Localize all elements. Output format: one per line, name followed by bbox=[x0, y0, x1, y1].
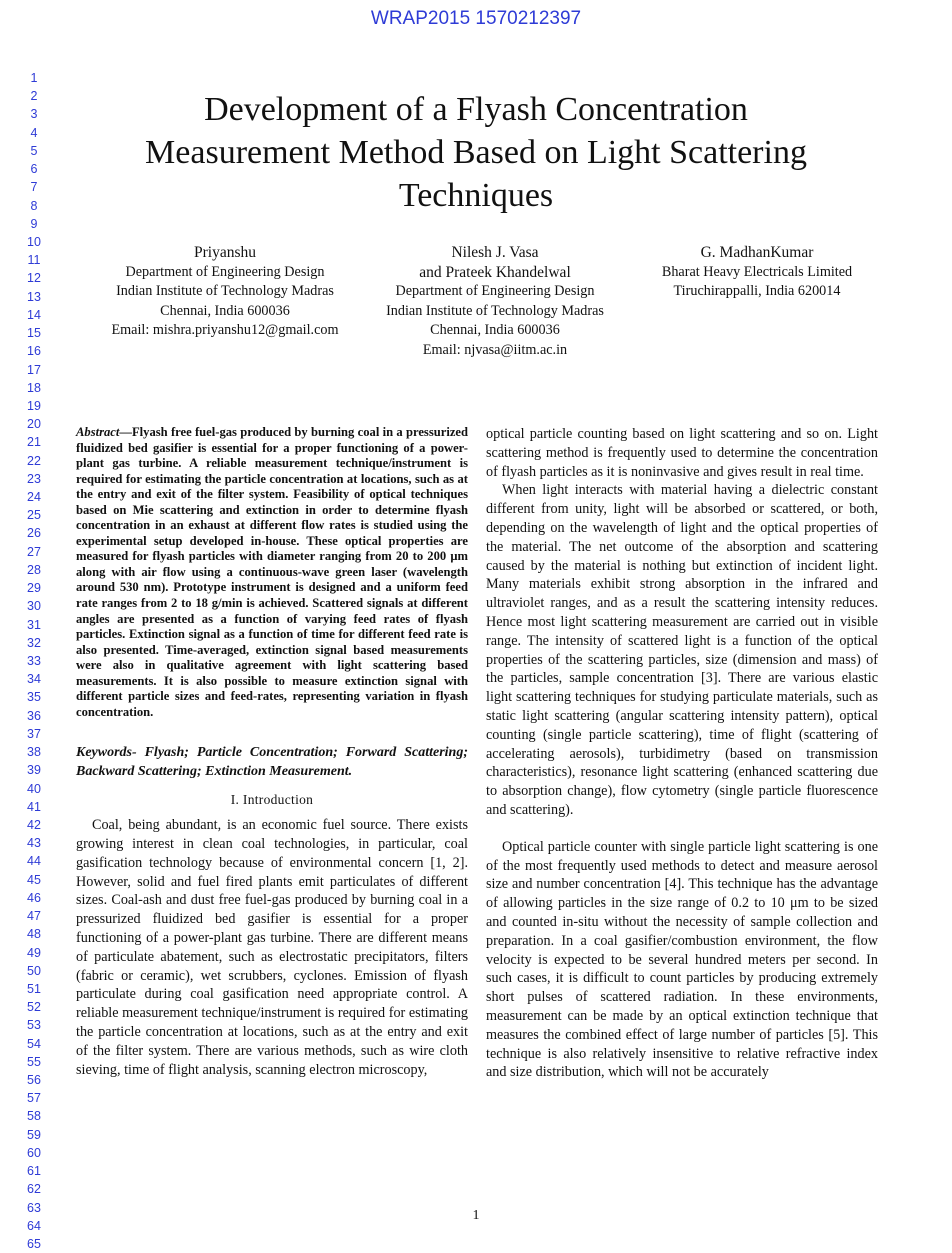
author-name: Priyanshu bbox=[194, 244, 256, 261]
line-number: 49 bbox=[27, 945, 41, 960]
author-name: G. MadhanKumar bbox=[700, 244, 814, 261]
author-affil: Indian Institute of Technology Madras bbox=[116, 283, 334, 299]
line-number: 12 bbox=[27, 271, 41, 286]
left-column bbox=[76, 425, 468, 1079]
line-number: 53 bbox=[27, 1018, 41, 1033]
keywords: Keywords- Flyash; Particle Concentration; Forward Scattering; Backward Scattering; Extinction Measurement. bbox=[76, 745, 468, 779]
abstract-label: Abstract bbox=[76, 425, 120, 439]
line-number: 28 bbox=[27, 562, 41, 577]
line-number: 11 bbox=[27, 253, 41, 268]
line-number: 13 bbox=[27, 289, 41, 304]
title-line: Techniques bbox=[398, 177, 554, 214]
author-name: Nilesh J. Vasa bbox=[451, 244, 539, 261]
line-number: 35 bbox=[27, 690, 41, 705]
line-number: 23 bbox=[27, 471, 41, 486]
author-block-3 bbox=[620, 243, 894, 302]
author-affil: Chennai, India 600036 bbox=[160, 302, 290, 319]
line-number: 18 bbox=[27, 380, 41, 395]
line-number: 64 bbox=[27, 1218, 41, 1233]
paper-title bbox=[60, 88, 892, 217]
line-number: 10 bbox=[27, 234, 41, 249]
line-number: 61 bbox=[27, 1164, 41, 1179]
line-number: 31 bbox=[27, 617, 41, 632]
watermark-id: WRAP2015 1570212397 bbox=[370, 8, 582, 29]
author-affil: Indian Institute of Technology Madras bbox=[386, 302, 604, 319]
line-number: 41 bbox=[27, 799, 41, 814]
author-email: Email: njvasa@iitm.ac.in bbox=[422, 341, 568, 358]
line-number: 8 bbox=[30, 198, 38, 213]
line-number: 5 bbox=[30, 143, 38, 158]
title-line: Measurement Method Based on Light Scattering bbox=[145, 134, 807, 171]
line-number: 52 bbox=[27, 1000, 41, 1015]
author-affil: Department of Engineering Design bbox=[395, 283, 595, 299]
line-number: 2 bbox=[30, 89, 38, 104]
line-number: 22 bbox=[27, 453, 41, 468]
line-number: 19 bbox=[27, 398, 41, 413]
line-number: 48 bbox=[27, 927, 41, 942]
line-number: 15 bbox=[27, 326, 41, 341]
line-number: 47 bbox=[27, 909, 41, 924]
author-affil: Chennai, India 600036 bbox=[430, 322, 560, 338]
body-paragraph: optical particle counting based on light scattering and so on. Light scattering method is frequently used to determine the concentration of flyash particles as it is noninvasive and gives result in real time. bbox=[486, 426, 878, 480]
body-paragraph: When light interacts with material having a dielectric constant different from unity, light will be absorbed or scattered, or both, depending on the wavelength of light and the optical properties of the material. The net outcome of the absorption and scattering caused by the material is nothing but extinction of incident light. Many materials exhibit strong absorption in the infrared and ultraviolet ranges, and as a result the scattering intensity reduces. Hence most light scattering measurement are carried out in visible range. The intensity of scattered light is a function of the optical properties of the scattering particles, size (dimension and mass) of the particles, sample concentration [3]. There are various elastic light scattering techniques for studying particulate materials, such as static light scattering (angular scattering intensity pattern), optical counting (single particle scattering), time of flight (scattering of accelerating aerosols), turbidimetry (based on transmission characteristics), resonance light scattering (enhanced scattering due to absorption change), flow cytometry (single particle fluorescence and scattering). bbox=[486, 482, 878, 818]
line-number: 6 bbox=[30, 162, 38, 177]
line-number: 42 bbox=[27, 817, 41, 832]
author-affil: Department of Engineering Design bbox=[125, 263, 325, 280]
intro-paragraph: Coal, being abundant, is an economic fuel source. There exists growing interest in clean coal technologies, in particular, coal gasification technology because of environmental concern [1, 2]. However, solid and fuel fired plants emit particulates of different sizes. Coal-ash and dust free fuel-gas produced by burning coal in a pressurized fluidized bed gasifier is essential for a proper functioning of a power-plant gas turbine. There are different means of particulate abatement, such as electrostatic precipitators, filters (fabric or ceramic), wet scrubbers, cyclones. Emission of flyash particulate during coal gasification need appropriate control. A reliable measurement technique/instrument is required for estimating the particle concentration at locations, such as at the entry and exit of the filter system. There are various methods, such as wire cloth sieving, time of flight analysis, scanning electron microscopy, bbox=[76, 817, 468, 1078]
line-number: 45 bbox=[27, 872, 41, 887]
line-number: 17 bbox=[27, 362, 41, 377]
author-block-2 bbox=[352, 243, 638, 360]
line-number: 1 bbox=[30, 71, 38, 85]
line-numbers bbox=[22, 69, 46, 1253]
page-number: 1 bbox=[472, 1208, 480, 1223]
line-number: 43 bbox=[27, 836, 41, 851]
line-number: 26 bbox=[27, 526, 41, 541]
line-number: 59 bbox=[27, 1127, 41, 1142]
line-number: 54 bbox=[27, 1036, 41, 1051]
abstract-text: —Flyash free fuel-gas produced by burning coal in a pressurized fluidized bed gasifier is essential for a proper functioning of a power-plant gas turbine. A reliable measurement technique/instrument is required for estimating the particle concentration at locations, such as at the entry and exit of the filter system. Feasibility of optical techniques based on Mie scattering and extinction in order to determine flyash concentration in an exhaust at different flow rates is studied using the experimental setup developed in-house. These optical properties are measured for flyash particles with diameter ranging from 20 to 200 μm along with air flow using a continuous-wave green laser (wavelength around 530 nm). Prototype instrument is designed and a uniform feed rate ranges from 2 to 18 g/min is achieved. Scattered signals at different angles are presented as a function of varying feed rates of flyash particles. Extinction signal as a function of time for different feed rate is also presented. Time-averaged, extinction signal based measurements were also in qualitative agreement with light scattering based measurements. It is also possible to measure extinction signal with different particle sizes and feed-rates, representing variation in flyash concentration. bbox=[76, 425, 468, 719]
line-number: 30 bbox=[27, 599, 41, 614]
author-name-2: and Prateek Khandelwal bbox=[419, 263, 571, 281]
line-number: 34 bbox=[27, 672, 41, 687]
line-number: 27 bbox=[27, 544, 41, 559]
line-number: 63 bbox=[27, 1200, 41, 1215]
line-number: 14 bbox=[27, 307, 41, 322]
author-affil: Bharat Heavy Electricals Limited bbox=[661, 263, 853, 280]
line-number: 39 bbox=[27, 763, 41, 778]
line-number: 38 bbox=[27, 745, 41, 760]
body-paragraph: Optical particle counter with single particle light scattering is one of the most frequently used methods to detect and measure aerosol size and number concentration [4]. This technique has the advantage of allowing particles in the size range of 0.2 to 10 μm to be sized and counted in-situ without the necessity of sample collection and preparation. In a coal gasifier/combustion environment, the flow velocity is expected to be several hundred meters per second. In such cases, it is difficult to count particles by producing extremely short pulses of scattered radiation. In these environments, measurement can be made by an optical extinction technique that measures the combined effect of large number of particles [5]. This technique is also relatively insensitive to relative refractive index and size distribution, which will not be accurately bbox=[486, 838, 878, 1081]
line-number: 24 bbox=[27, 490, 41, 505]
section-heading: I. Introduction bbox=[230, 792, 314, 808]
line-number: 65 bbox=[27, 1237, 41, 1251]
line-number: 55 bbox=[27, 1054, 41, 1069]
line-number: 33 bbox=[27, 654, 41, 668]
abstract bbox=[76, 425, 468, 720]
line-number: 3 bbox=[30, 107, 38, 122]
line-number: 57 bbox=[27, 1091, 41, 1106]
author-email: Email: mishra.priyanshu12@gmail.com bbox=[111, 322, 339, 338]
line-number: 25 bbox=[27, 508, 41, 523]
line-number: 7 bbox=[30, 180, 38, 195]
line-number: 21 bbox=[27, 435, 41, 450]
line-number: 51 bbox=[27, 981, 41, 996]
line-number: 32 bbox=[27, 635, 41, 650]
line-number: 46 bbox=[27, 890, 41, 905]
line-number: 58 bbox=[27, 1109, 41, 1124]
line-number: 36 bbox=[27, 708, 41, 723]
author-affil: Tiruchirappalli, India 620014 bbox=[673, 283, 841, 299]
line-number: 37 bbox=[27, 726, 41, 741]
right-column bbox=[486, 425, 878, 1082]
line-number: 9 bbox=[30, 216, 38, 231]
line-number: 40 bbox=[27, 781, 41, 796]
line-number: 16 bbox=[27, 344, 41, 359]
title-line: Development of a Flyash Concentration bbox=[204, 91, 748, 128]
line-number: 20 bbox=[27, 417, 41, 432]
line-number: 44 bbox=[27, 854, 41, 869]
line-number: 60 bbox=[27, 1145, 41, 1160]
line-number: 29 bbox=[27, 581, 41, 596]
author-block-1 bbox=[80, 243, 370, 341]
line-number: 62 bbox=[27, 1182, 41, 1197]
line-number: 4 bbox=[30, 125, 38, 140]
line-number: 50 bbox=[27, 963, 41, 978]
line-number: 56 bbox=[27, 1073, 41, 1088]
